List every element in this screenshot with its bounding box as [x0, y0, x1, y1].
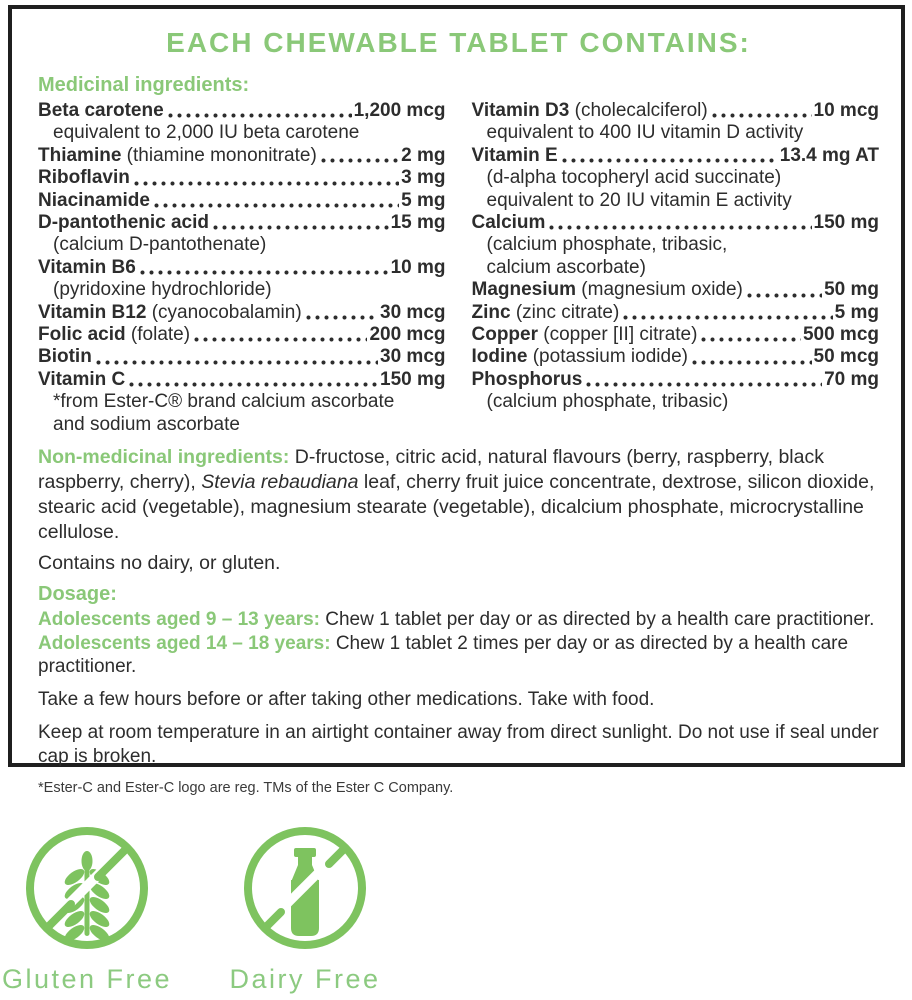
- ingredient-column-right: [472, 100, 880, 436]
- ingredient-amount: 70 mg: [824, 368, 879, 390]
- ingredient-row: [38, 145, 446, 167]
- ingredient-amount: 10 mcg: [813, 100, 879, 121]
- ingredient-amount: 50 mg: [824, 279, 879, 301]
- ingredients-panel: [8, 5, 905, 796]
- dot-leader: [166, 100, 352, 122]
- ingredient-name: Zinc (zinc citrate): [471, 301, 620, 323]
- ingredient-row: [38, 100, 446, 122]
- dot-leader: [152, 190, 399, 212]
- dot-leader: [560, 145, 778, 167]
- ingredient-row: [38, 346, 446, 368]
- ingredient-source: (copper [II] citrate): [538, 324, 698, 346]
- ingredient-row: [38, 190, 446, 212]
- ingredient-subline: calcium ascorbate): [486, 256, 646, 278]
- ingredient-row: [38, 324, 446, 346]
- ingredient-row: [38, 369, 446, 391]
- ingredient-source: (zinc citrate): [510, 301, 620, 323]
- ingredient-name: Magnesium (magnesium oxide): [471, 279, 743, 301]
- medication-timing-note: Take a few hours before or after taking other medications. Take with food.: [38, 688, 655, 710]
- ingredient-columns: [38, 100, 879, 436]
- ingredient-amount: 200 mcg: [369, 324, 446, 346]
- dot-leader: [621, 302, 832, 324]
- dairy-free-icon: [241, 824, 369, 952]
- ingredient-row: [472, 145, 880, 167]
- ingredient-amount: 10 mg: [390, 256, 446, 278]
- ingredient-name: Vitamin D3 (cholecalciferol): [471, 100, 708, 121]
- gluten-free-badge: [2, 824, 172, 995]
- ingredient-source: (potassium iodide): [527, 346, 688, 368]
- ingredient-name: D-pantothenic acid: [38, 212, 210, 234]
- contains-statement: Contains no dairy, or gluten.: [38, 552, 281, 575]
- ingredient-amount: 13.4 mg AT: [779, 144, 879, 166]
- dairy-free-badge: [220, 824, 390, 995]
- ingredient-source: (folate): [125, 324, 191, 346]
- ingredient-row: [38, 257, 446, 279]
- dot-leader: [304, 302, 378, 324]
- ingredient-subline: *from Ester-C® brand calcium ascorbate: [53, 391, 395, 413]
- ingredient-name: Calcium: [471, 212, 546, 234]
- dot-leader: [745, 279, 822, 301]
- dot-leader: [319, 145, 399, 167]
- ingredient-subline: (pyridoxine hydrochloride): [53, 279, 272, 301]
- ingredient-name: Iodine (potassium iodide): [471, 346, 688, 368]
- ingredient-subline: (calcium phosphate, tribasic): [486, 391, 729, 413]
- ingredient-subline: equivalent to 2,000 IU beta carotene: [53, 122, 360, 144]
- dairy-free-label: Dairy Free: [229, 964, 381, 994]
- ingredient-row: [472, 346, 880, 368]
- ingredient-name: Riboflavin: [38, 167, 130, 189]
- ingredient-row: [472, 279, 880, 301]
- ingredient-amount: 5 mg: [401, 189, 446, 211]
- ingredient-amount: 30 mcg: [380, 301, 446, 323]
- dot-leader: [699, 324, 801, 346]
- dot-leader: [132, 167, 399, 189]
- ingredient-source: (cyanocobalamin): [146, 301, 302, 323]
- ingredient-source: (cholecalciferol): [569, 100, 708, 121]
- ingredient-name: Niacinamide: [38, 189, 150, 211]
- dot-leader: [710, 100, 812, 122]
- ingredient-row: [472, 369, 880, 391]
- ingredient-amount: 3 mg: [401, 167, 446, 189]
- ingredient-amount: 30 mcg: [380, 346, 446, 368]
- medicinal-heading: Medicinal ingredients:: [38, 74, 250, 96]
- dosage-text-1: Chew 1 tablet per day or as directed by a health care practitioner.: [319, 609, 875, 631]
- dosage-age-label-2: Adolescents aged 14 – 18 years:: [38, 632, 331, 654]
- dot-leader: [690, 346, 812, 368]
- ingredient-amount: 150 mg: [813, 212, 879, 234]
- dosage-line-2: [38, 632, 879, 679]
- dosage-text-2: Chew 1 tablet 2 times per day or as directed by a health care practitioner.: [38, 632, 849, 678]
- storage-note: Keep at room temperature in an airtight container away from direct sunlight. Do not use if seal under cap is broken.: [38, 721, 879, 767]
- ingredient-source: (thiamine mononitrate): [121, 144, 317, 166]
- dot-leader: [94, 346, 378, 368]
- dot-leader: [211, 212, 389, 234]
- non-medicinal-text-2: leaf, cherry fruit juice concentrate, dextrose, silicon dioxide, stearic acid (vegetable), magnesium stearate (vegetable), dicalcium phosphate, microcrystalline cellulose.: [38, 471, 875, 544]
- ingredient-row: [472, 324, 880, 346]
- ingredient-name: Biotin: [38, 346, 92, 368]
- ingredient-amount: 2 mg: [401, 144, 446, 166]
- ingredient-row: [472, 302, 880, 324]
- dot-leader: [584, 369, 822, 391]
- non-medicinal-text-1: D-fructose, citric acid, natural flavours (berry, raspberry, black raspberry, cherry),: [38, 446, 824, 494]
- ingredient-amount: 15 mg: [390, 212, 446, 234]
- dot-leader: [547, 212, 811, 234]
- ingredient-column-left: [38, 100, 446, 436]
- ingredient-name: Beta carotene: [38, 100, 164, 121]
- ingredient-subline: equivalent to 20 IU vitamin E activity: [486, 189, 792, 211]
- non-medicinal-italic: Stevia rebaudiana: [201, 471, 359, 494]
- ingredient-amount: 500 mcg: [802, 324, 879, 346]
- dosage-line-1: [38, 608, 879, 632]
- ingredient-subline: equivalent to 400 IU vitamin D activity: [486, 122, 804, 144]
- dot-leader: [138, 257, 389, 279]
- ingredient-source: (magnesium oxide): [576, 279, 743, 301]
- ingredient-row: [38, 302, 446, 324]
- ingredient-row: [472, 212, 880, 234]
- gluten-free-label: Gluten Free: [1, 964, 173, 994]
- ingredient-name: Vitamin B12 (cyanocobalamin): [38, 301, 302, 323]
- ingredient-subline: (calcium D-pantothenate): [53, 234, 267, 256]
- ingredient-amount: 1,200 mcg: [353, 100, 446, 121]
- ingredient-name: Folic acid (folate): [38, 324, 191, 346]
- ingredient-name: Vitamin E: [471, 144, 558, 166]
- ingredient-row: [472, 100, 880, 122]
- non-medicinal-heading: Non-medicinal ingredients:: [38, 446, 290, 469]
- ingredient-name: Vitamin B6: [38, 256, 136, 278]
- gluten-free-icon: [23, 824, 151, 952]
- dosage-age-label-1: Adolescents aged 9 – 13 years:: [38, 609, 320, 631]
- trademark-note: *Ester-C and Ester-C logo are reg. TMs of the Ester C Company.: [38, 779, 454, 796]
- ingredient-name: Vitamin C: [38, 368, 126, 390]
- dot-leader: [127, 369, 378, 391]
- ingredient-name: Copper (copper [II] citrate): [471, 324, 698, 346]
- ingredient-name: Phosphorus: [471, 368, 583, 390]
- ingredient-subline: and sodium ascorbate: [53, 413, 240, 435]
- ingredient-amount: 5 mg: [834, 301, 879, 323]
- ingredient-row: [38, 167, 446, 189]
- ingredient-row: [38, 212, 446, 234]
- panel-title: EACH CHEWABLE TABLET CONTAINS:: [166, 27, 751, 58]
- non-medicinal-paragraph: [38, 445, 879, 545]
- dosage-heading: Dosage:: [38, 583, 117, 606]
- ingredient-amount: 150 mg: [380, 368, 446, 390]
- ingredient-name: Thiamine (thiamine mononitrate): [38, 144, 317, 166]
- dot-leader: [192, 324, 367, 346]
- ingredient-amount: 50 mcg: [813, 346, 879, 368]
- ingredient-subline: (calcium phosphate, tribasic,: [486, 234, 728, 256]
- ingredient-subline: (d-alpha tocopheryl acid succinate): [486, 167, 782, 189]
